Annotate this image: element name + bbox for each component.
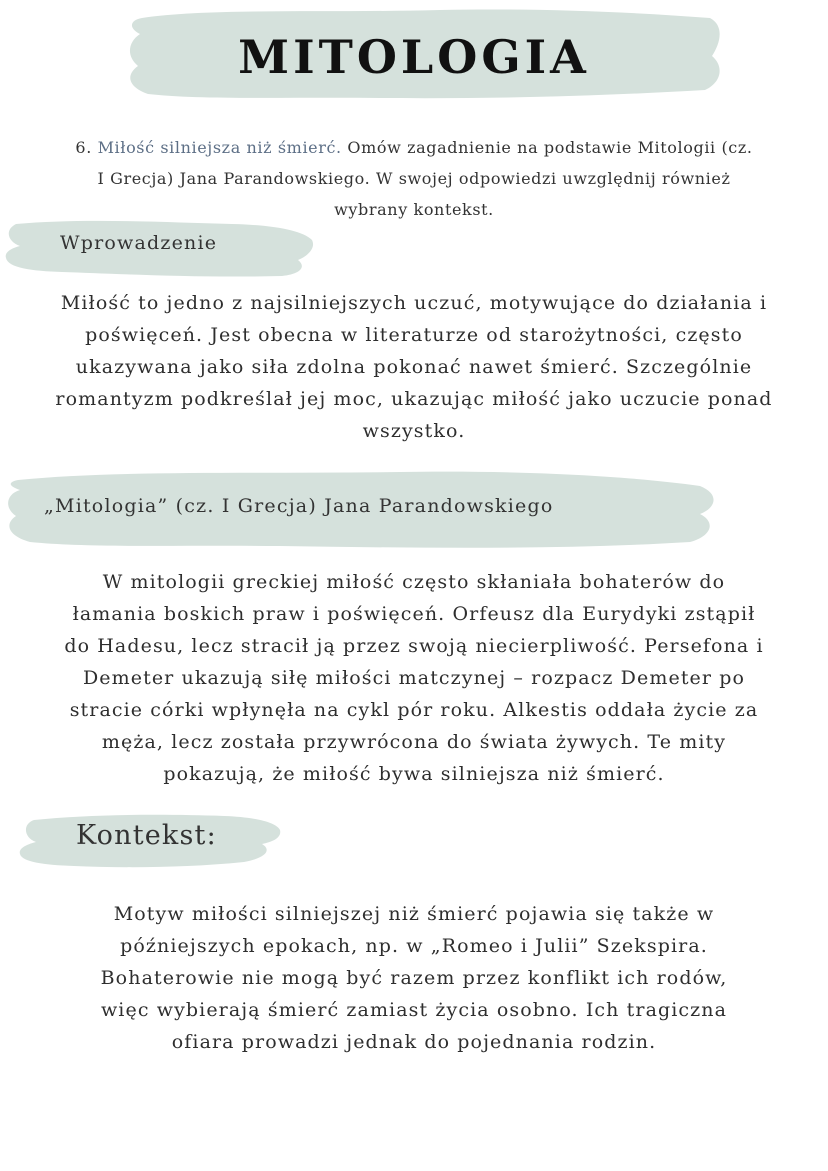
paragraph-myth xyxy=(0,566,828,790)
question-instruction: Omów zagadnienie na podstawie Mitologii (cz. xyxy=(347,138,753,157)
question-topic: Miłość silniejsza niż śmierć. xyxy=(97,138,342,157)
section-heading-intro: Wprowadzenie xyxy=(60,232,218,254)
paragraph-line: Miłość to jedno z najsilniejszych uczuć, motywujące do działania i xyxy=(60,292,768,314)
paragraph-line: do Hadesu, lecz stracił ją przez swoją niecierpliwość. Persefona i xyxy=(64,635,764,657)
question-number: 6. xyxy=(75,138,92,157)
paragraph-line: więc wybierają śmierć zamiast życia osobno. Ich tragiczna xyxy=(100,999,728,1021)
paragraph-line: poświęceń. Jest obecna w literaturze od starożytności, często xyxy=(85,324,743,346)
paragraph-line: wszystko. xyxy=(362,420,466,442)
paragraph-intro xyxy=(0,287,828,447)
paragraph-line: męża, lecz została przywrócona do świata żywych. Te mity xyxy=(101,731,727,753)
paragraph-line: późniejszych epokach, np. w „Romeo i Julii” Szekspira. xyxy=(120,935,708,957)
paragraph-line: Demeter ukazują siłę miłości matczynej – rozpacz Demeter po xyxy=(82,667,746,689)
question-line-1 xyxy=(0,132,828,163)
paragraph-line: W mitologii greckiej miłość często skłaniała bohaterów do xyxy=(102,571,726,593)
paragraph-line: Bohaterowie nie mogą być razem przez konflikt ich rodów, xyxy=(100,967,728,989)
paragraph-line: stracie córki wpłynęła na cykl pór roku. Alkestis oddała życie za xyxy=(69,699,759,721)
question-line-3: wybrany kontekst. xyxy=(334,200,494,219)
question-text xyxy=(0,132,828,225)
section-heading-myth: „Mitologia” (cz. I Grecja) Jana Parandowskiego xyxy=(44,495,554,517)
paragraph-line: romantyzm podkreślał jej moc, ukazując miłość jako uczucie ponad xyxy=(55,388,773,410)
page-title: MITOLOGIA xyxy=(238,30,590,84)
paragraph-line: pokazują, że miłość bywa silniejsza niż śmierć. xyxy=(163,763,665,785)
section-heading-context: Kontekst: xyxy=(76,820,217,851)
paragraph-line: ukazywana jako siła zdolna pokonać nawet śmierć. Szczególnie xyxy=(75,356,753,378)
question-line-2: I Grecja) Jana Parandowskiego. W swojej odpowiedzi uwzględnij również xyxy=(97,169,731,188)
paragraph-line: łamania boskich praw i poświęceń. Orfeusz dla Eurydyki zstąpił xyxy=(72,603,756,625)
paragraph-context xyxy=(0,898,828,1058)
paragraph-line: Motyw miłości silniejszej niż śmierć pojawia się także w xyxy=(113,903,715,925)
paragraph-line: ofiara prowadzi jednak do pojednania rodzin. xyxy=(171,1031,657,1053)
